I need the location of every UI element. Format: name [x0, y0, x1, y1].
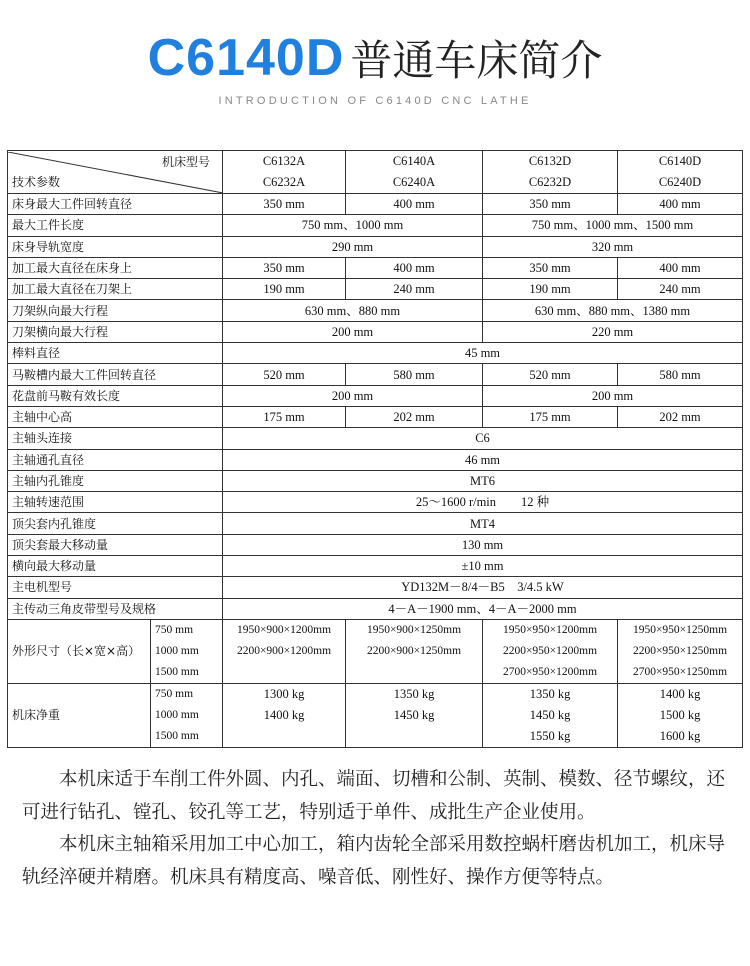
dimensions-value: 2200×900×1250mm: [366, 644, 462, 657]
description-paragraph: 本机床主轴箱采用加工中心加工，箱内齿轮全部采用数控蜗杆磨齿机加工，机床导轨经淬硬并精磨。机床具有精度高、噪音低、刚性好、操作方便等特点。: [22, 834, 726, 888]
table-row: [8, 194, 743, 215]
title-cn: 普通车床简介: [350, 36, 603, 85]
row-value: 220 mm: [483, 321, 743, 342]
dimensions-value-cell: [483, 619, 618, 683]
row-value: 46 mm: [223, 449, 743, 470]
table-row: [8, 300, 743, 321]
table-row: [8, 343, 743, 364]
dimensions-row: [8, 619, 743, 683]
row-label: 主轴中心高: [8, 406, 223, 427]
description: [22, 764, 734, 894]
length-value: 1500 mm: [155, 729, 199, 742]
dimensions-value: 1950×900×1200mm: [236, 623, 332, 636]
table-row: [8, 215, 743, 236]
row-value: 400 mm: [346, 257, 483, 278]
table-row: [8, 534, 743, 555]
row-label: 最大工件长度: [8, 215, 223, 236]
dimensions-value: 1950×950×1250mm: [632, 623, 728, 636]
row-value: 630 mm、880 mm: [223, 300, 483, 321]
row-value: 130 mm: [223, 534, 743, 555]
row-value: 520 mm: [223, 364, 346, 385]
weight-value-cell: [346, 683, 483, 747]
row-label: 床身导轨宽度: [8, 236, 223, 257]
row-value: 190 mm: [483, 279, 618, 300]
row-label: 主轴头连接: [8, 428, 223, 449]
row-label: 主轴转速范围: [8, 492, 223, 513]
row-value: 580 mm: [618, 364, 743, 385]
table-row: [8, 492, 743, 513]
dimensions-value: 1950×900×1250mm: [366, 623, 462, 636]
row-value: 240 mm: [618, 279, 743, 300]
dimensions-value-cell: [618, 619, 743, 683]
weight-value: 1350 kg: [529, 686, 571, 701]
dimensions-value: 2700×950×1250mm: [632, 665, 728, 678]
row-label: 棒料直径: [8, 343, 223, 364]
row-value: 175 mm: [223, 406, 346, 427]
dimensions-value: 2200×950×1250mm: [632, 644, 728, 657]
row-value: 580 mm: [346, 364, 483, 385]
length-list: [151, 619, 223, 683]
table-row: [8, 279, 743, 300]
dimensions-value-cell: [346, 619, 483, 683]
model-cell: C6132A C6232A: [223, 151, 346, 194]
weight-value: 1300 kg: [263, 686, 305, 701]
row-value: 400 mm: [618, 194, 743, 215]
row-label: 顶尖套内孔锥度: [8, 513, 223, 534]
table-row: [8, 385, 743, 406]
title-model: C6140D: [147, 29, 345, 87]
row-value: 45 mm: [223, 343, 743, 364]
row-value: 200 mm: [483, 385, 743, 406]
dimensions-value: 2200×950×1200mm: [502, 644, 598, 657]
page-title: [0, 28, 750, 88]
length-value: 1000 mm: [155, 644, 199, 657]
row-value: 200 mm: [223, 321, 483, 342]
row-value: C6: [223, 428, 743, 449]
table-row: [8, 236, 743, 257]
weight-value-cell: [618, 683, 743, 747]
dimensions-value: 1950×950×1200mm: [502, 623, 598, 636]
row-label: 横向最大移动量: [8, 556, 223, 577]
table-row: [8, 364, 743, 385]
table-row: [8, 321, 743, 342]
length-value: 1000 mm: [155, 708, 199, 721]
weight-value: 1600 kg: [659, 728, 701, 743]
weight-row: [8, 683, 743, 747]
weight-value: 1550 kg: [529, 728, 571, 743]
row-label: 刀架横向最大行程: [8, 321, 223, 342]
weight-value-cell: [483, 683, 618, 747]
table-row: [8, 577, 743, 598]
row-label: 顶尖套最大移动量: [8, 534, 223, 555]
dimensions-value-cell: [223, 619, 346, 683]
table-row: [8, 428, 743, 449]
weight-value-cell: [223, 683, 346, 747]
row-value: 400 mm: [346, 194, 483, 215]
weight-value: 1500 kg: [659, 707, 701, 722]
table-row: [8, 556, 743, 577]
row-value: ±10 mm: [223, 556, 743, 577]
row-value: 200 mm: [223, 385, 483, 406]
row-value: 350 mm: [483, 257, 618, 278]
length-value: 750 mm: [155, 623, 194, 636]
dimensions-label: 外形尺寸（长×宽×高）: [8, 619, 151, 683]
dimensions-value: 2200×900×1200mm: [236, 644, 332, 657]
row-label: 主轴通孔直径: [8, 449, 223, 470]
row-label: 刀架纵向最大行程: [8, 300, 223, 321]
row-label: 主传动三角皮带型号及规格: [8, 598, 223, 619]
row-label: 花盘前马鞍有效长度: [8, 385, 223, 406]
row-label: 加工最大直径在床身上: [8, 257, 223, 278]
row-value: 750 mm、1000 mm: [223, 215, 483, 236]
weight-value: 1350 kg: [393, 686, 435, 701]
length-value: 1500 mm: [155, 665, 199, 678]
weight-value: 1400 kg: [659, 686, 701, 701]
dimensions-value: 2700×950×1200mm: [502, 665, 598, 678]
row-value: 750 mm、1000 mm、1500 mm: [483, 215, 743, 236]
weight-label: 机床净重: [8, 683, 151, 747]
weight-value: 1450 kg: [529, 707, 571, 722]
row-value: 175 mm: [483, 406, 618, 427]
table-row: [8, 470, 743, 491]
row-value: 202 mm: [346, 406, 483, 427]
row-value: 290 mm: [223, 236, 483, 257]
row-value: 240 mm: [346, 279, 483, 300]
model-cell: C6132D C6232D: [483, 151, 618, 194]
row-value: 350 mm: [223, 257, 346, 278]
length-list: [151, 683, 223, 747]
subtitle: INTRODUCTION OF C6140D CNC LATHE: [218, 95, 532, 107]
spec-table: [7, 150, 743, 748]
table-row: [8, 598, 743, 619]
row-value: 520 mm: [483, 364, 618, 385]
row-label: 加工最大直径在刀架上: [8, 279, 223, 300]
model-cell: C6140D C6240D: [618, 151, 743, 194]
row-label: 主电机型号: [8, 577, 223, 598]
model-cell: C6140A C6240A: [346, 151, 483, 194]
row-value: YD132M－8/4－B5 3/4.5 kW: [223, 577, 743, 598]
table-row: [8, 513, 743, 534]
row-value: 350 mm: [483, 194, 618, 215]
row-value: 202 mm: [618, 406, 743, 427]
corner-cell: [8, 151, 223, 194]
header-row: [8, 151, 743, 194]
row-value: 190 mm: [223, 279, 346, 300]
description-paragraph: 本机床适于车削工件外圆、内孔、端面、切槽和公制、英制、模数、径节螺纹，还可进行钻孔、镗孔、铰孔等工艺，特别适于单件、成批生产企业使用。: [22, 769, 726, 823]
length-value: 750 mm: [155, 687, 194, 700]
row-label: 主轴内孔锥度: [8, 470, 223, 491]
row-label: 床身最大工件回转直径: [8, 194, 223, 215]
row-value: 4－A－1900 mm、4－A－2000 mm: [223, 598, 743, 619]
row-value: 350 mm: [223, 194, 346, 215]
row-label: 马鞍槽内最大工件回转直径: [8, 364, 223, 385]
table-row: [8, 257, 743, 278]
row-value: 400 mm: [618, 257, 743, 278]
row-value: MT4: [223, 513, 743, 534]
corner-top: 机床型号: [161, 154, 210, 169]
row-value: 630 mm、880 mm、1380 mm: [483, 300, 743, 321]
weight-value: 1400 kg: [263, 707, 305, 722]
row-value: 25～1600 r/min 12 种: [223, 492, 743, 513]
table-row: [8, 449, 743, 470]
weight-value: 1450 kg: [393, 707, 435, 722]
corner-bottom: 技术参数: [12, 174, 61, 189]
row-value: 320 mm: [483, 236, 743, 257]
table-row: [8, 406, 743, 427]
row-value: MT6: [223, 470, 743, 491]
